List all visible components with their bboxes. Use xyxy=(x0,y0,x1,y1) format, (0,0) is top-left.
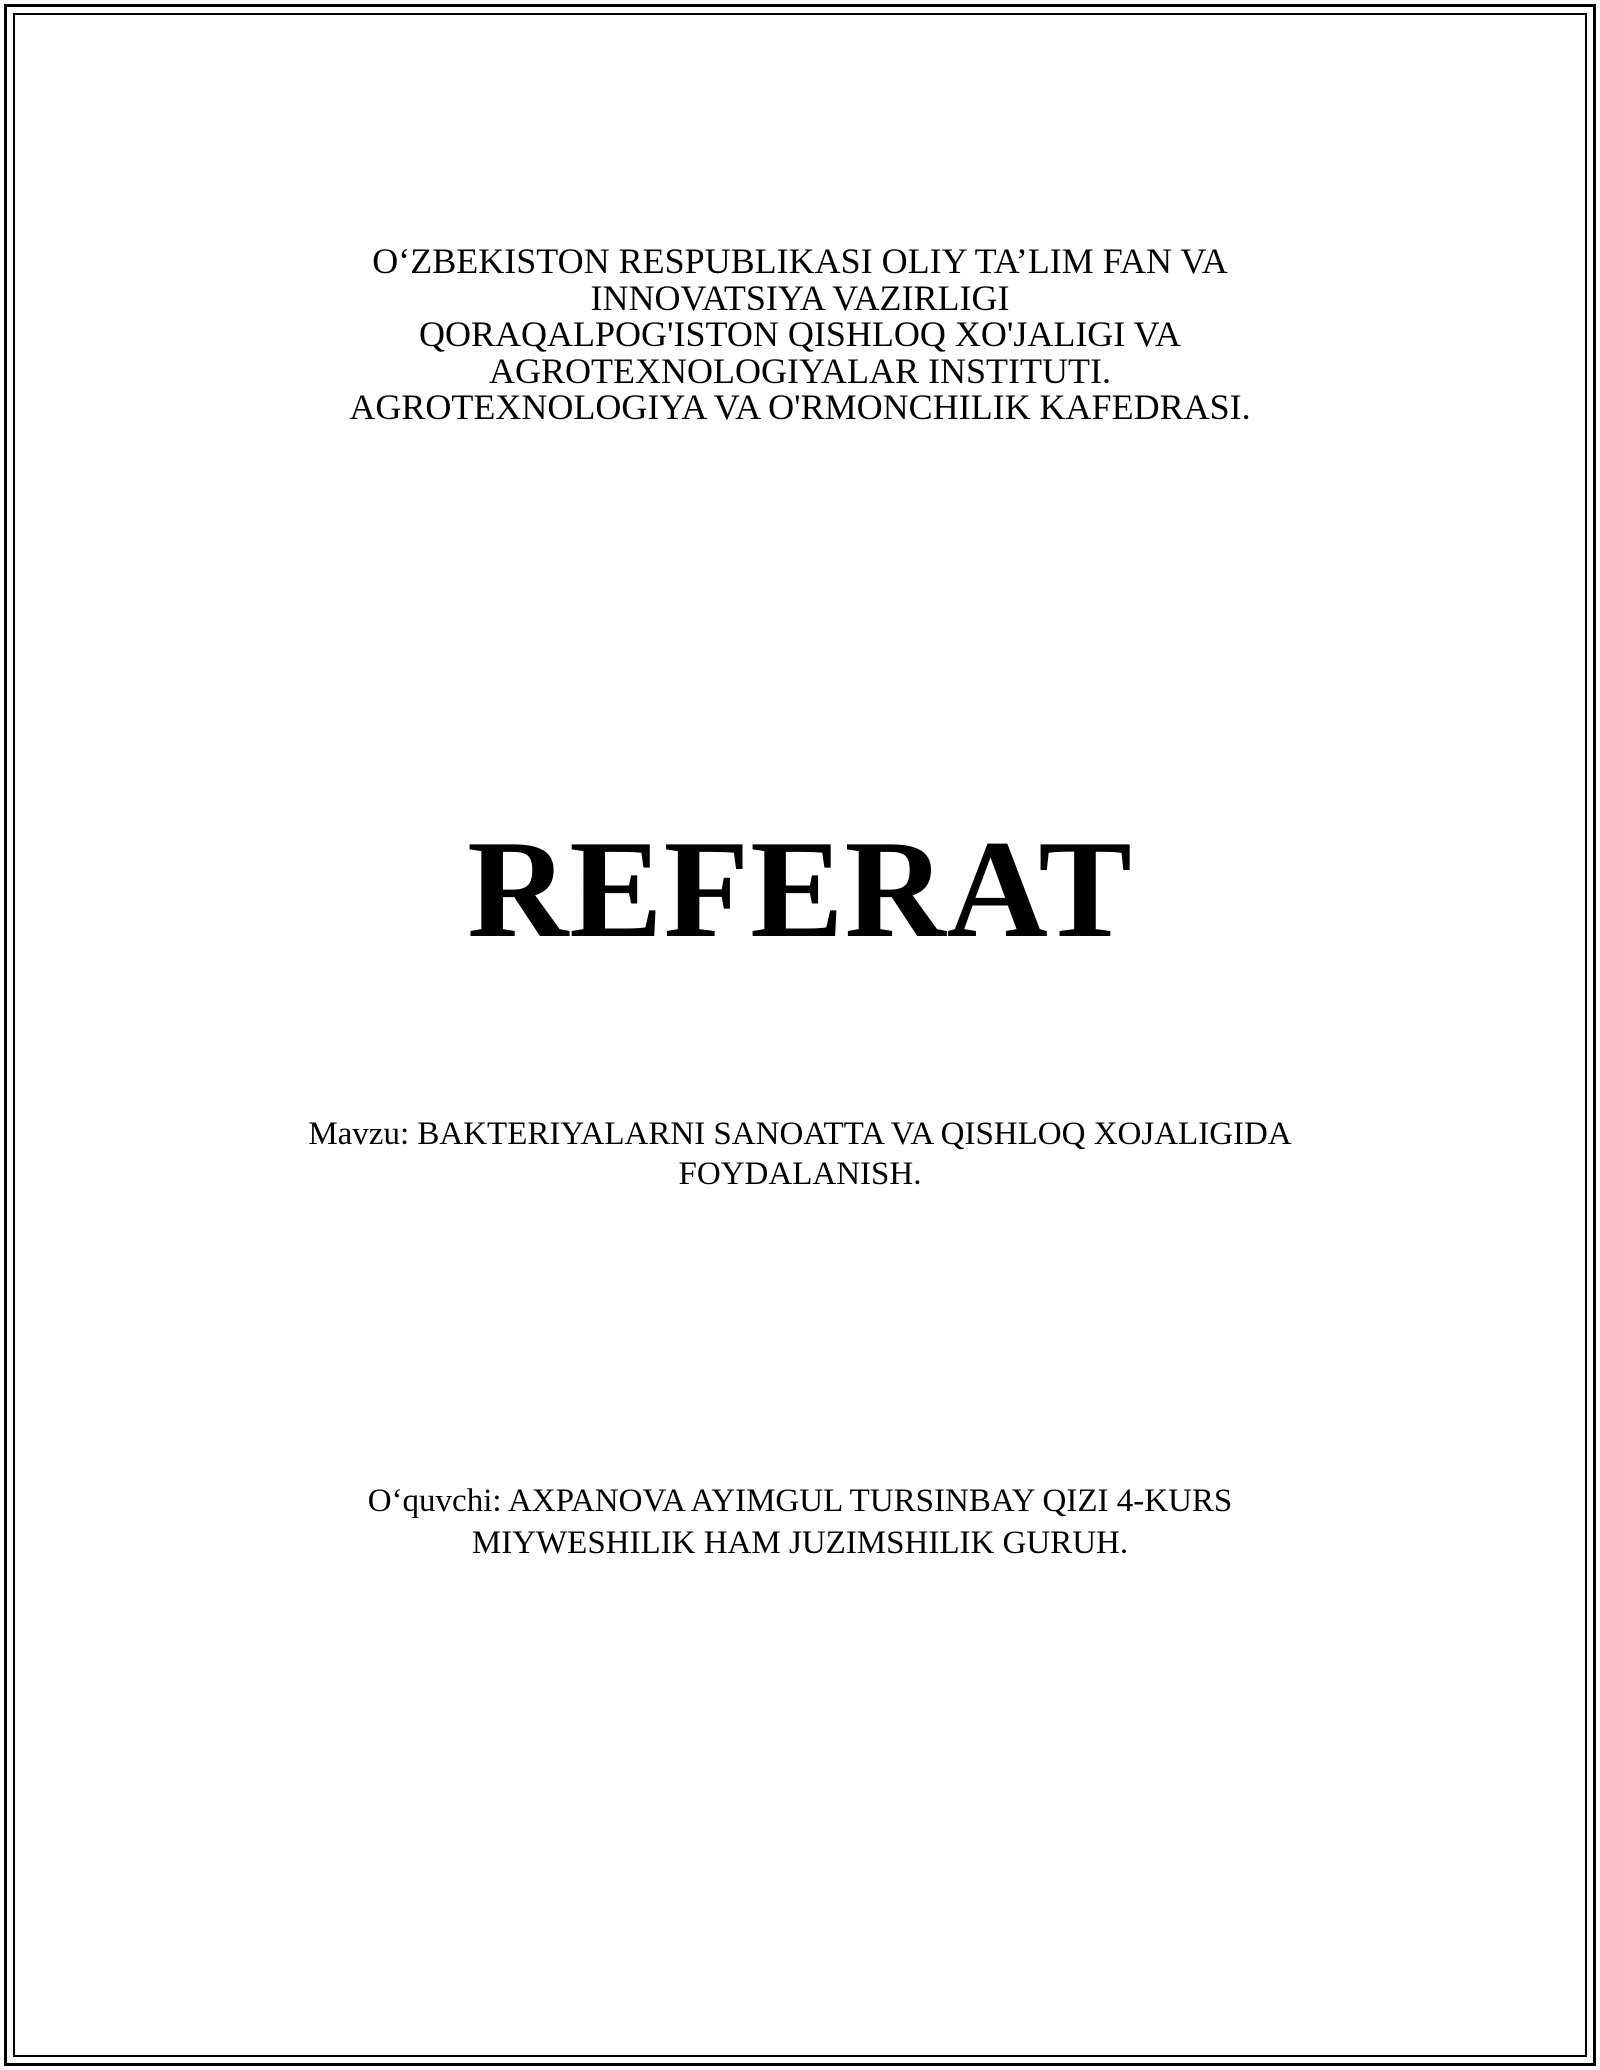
header-line: INNOVATSIYA VAZIRLIGI xyxy=(590,277,1010,318)
document-title: REFERAT xyxy=(467,812,1133,967)
student-line: O‘quvchi: AXPANOVA AYIMGUL TURSINBAY QIZI 4-KURS xyxy=(367,1483,1233,1519)
header-line: O‘ZBEKISTON RESPUBLIKASI OLIY TA’LIM FAN VA xyxy=(372,241,1228,281)
student-section xyxy=(0,1480,1600,1564)
header-line: AGROTEXNOLOGIYA VA O'RMONCHILIK KAFEDRASI. xyxy=(349,387,1251,427)
header-line: AGROTEXNOLOGIYALAR INSTITUTI. xyxy=(489,350,1111,391)
student-line: MIYWESHILIK HAM JUZIMSHILIK GURUH. xyxy=(471,1525,1129,1561)
institution-header xyxy=(0,243,1600,426)
header-line: QORAQALPOG'ISTON QISHLOQ XO'JALIGI VA xyxy=(419,314,1181,354)
topic-section xyxy=(0,1114,1600,1194)
topic-line: FOYDALANISH. xyxy=(678,1156,922,1192)
topic-line: Mavzu: BAKTERIYALARNI SANOATTA VA QISHLOQ XOJALIGIDA xyxy=(308,1116,1292,1152)
